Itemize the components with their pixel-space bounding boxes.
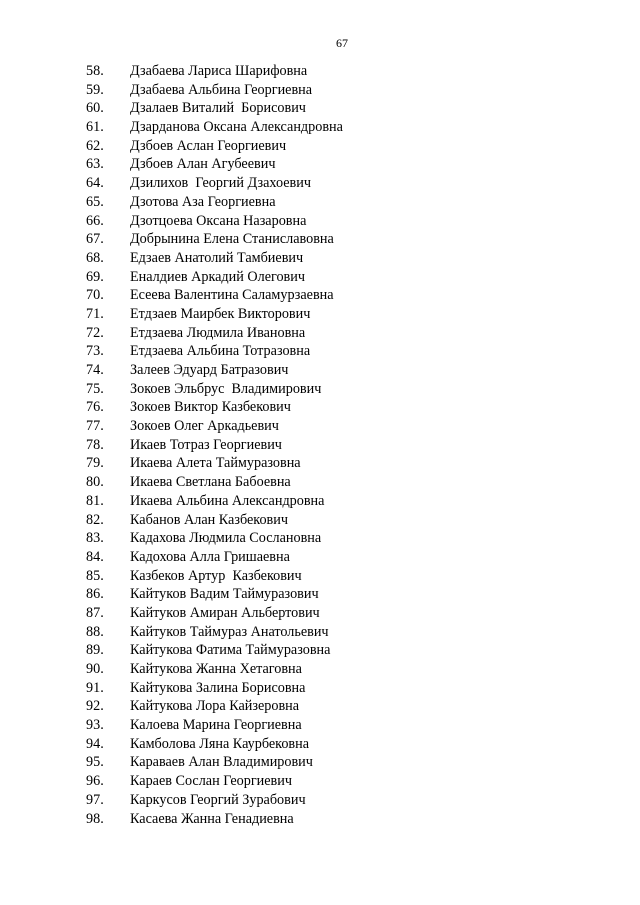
person-name: Зокоев Олег Аркадьевич (130, 418, 279, 435)
list-item (0, 398, 343, 417)
item-number: 88. (86, 623, 104, 640)
person-name: Етдзаев Маирбек Викторович (130, 305, 311, 322)
person-name: Дзалаев Виталий Борисович (130, 100, 306, 117)
item-number: 86. (86, 586, 104, 603)
person-name: Казбеков Артур Казбекович (130, 567, 302, 584)
item-number: 70. (86, 287, 104, 304)
item-number: 92. (86, 698, 104, 715)
person-name: Дзбоев Алан Агубеевич (130, 156, 276, 173)
list-item (0, 155, 343, 174)
list-item (0, 99, 343, 118)
item-number: 75. (86, 380, 104, 397)
person-name: Кайтукова Фатима Таймуразовна (130, 642, 331, 659)
person-name: Едзаев Анатолий Тамбиевич (130, 249, 304, 266)
item-number: 77. (86, 418, 104, 435)
list-item (0, 174, 343, 193)
list-item (0, 137, 343, 156)
item-number: 85. (86, 567, 104, 584)
item-number: 62. (86, 137, 104, 154)
person-name: Икаева Алета Таймуразовна (130, 455, 301, 472)
item-number: 82. (86, 511, 104, 528)
item-number: 61. (86, 119, 104, 136)
item-number: 73. (86, 343, 104, 360)
item-number: 79. (86, 455, 104, 472)
list-item (0, 324, 343, 343)
item-number: 94. (86, 735, 104, 752)
person-name: Зокоев Эльбрус Владимирович (130, 380, 322, 397)
list-item (0, 230, 343, 249)
list-item (0, 436, 343, 455)
list-item (0, 735, 343, 754)
person-name: Еналдиев Аркадий Олегович (130, 268, 305, 285)
list-item (0, 62, 343, 81)
person-name: Кадохова Алла Гришаевна (130, 548, 290, 565)
person-name: Каркусов Георгий Зурабович (130, 791, 306, 808)
person-name: Дзабаева Альбина Георгиевна (130, 81, 313, 98)
item-number: 93. (86, 717, 104, 734)
person-name: Есеева Валентина Саламурзаевна (130, 287, 334, 304)
list-item (0, 193, 343, 212)
person-name: Кайтукова Лора Кайзеровна (130, 698, 300, 715)
person-name: Кайтуков Вадим Таймуразович (130, 586, 319, 603)
item-number: 90. (86, 661, 104, 677)
item-number: 71. (86, 305, 104, 322)
list-item (0, 772, 343, 791)
item-number: 84. (86, 548, 104, 565)
list-item (0, 417, 343, 436)
list-item (0, 492, 343, 511)
item-number: 80. (86, 474, 104, 491)
person-name: Дзарданова Оксана Александровна (130, 119, 343, 136)
list-item (0, 361, 343, 380)
person-name: Етдзаева Людмила Ивановна (130, 324, 306, 341)
item-number: 98. (86, 810, 104, 827)
list-item (0, 697, 343, 716)
list-item (0, 753, 343, 772)
list-item (0, 249, 343, 268)
item-number: 60. (86, 100, 104, 117)
list-item (0, 212, 343, 231)
list-item (0, 529, 343, 548)
list-item (0, 567, 343, 586)
item-number: 64. (86, 175, 104, 192)
person-name: Дзбоев Аслан Георгиевич (130, 137, 287, 154)
item-number: 69. (86, 268, 104, 285)
person-name: Икаева Светлана Бабоевна (130, 474, 291, 491)
person-name: Кайтуков Амиран Альбертович (130, 604, 320, 621)
list-item (0, 660, 343, 679)
list-item (0, 473, 343, 492)
list-item (0, 118, 343, 137)
list-item (0, 641, 343, 660)
item-number: 74. (86, 362, 104, 378)
item-number: 66. (86, 212, 104, 229)
item-number: 72. (86, 324, 104, 341)
item-number: 59. (86, 81, 104, 98)
person-name: Кабанов Алан Казбекович (130, 511, 288, 528)
person-name: Кайтуков Таймураз Анатольевич (130, 623, 329, 640)
list-item (0, 286, 343, 305)
person-name: Кайтукова Залина Борисовна (130, 679, 306, 696)
person-name: Етдзаева Альбина Тотразовна (130, 343, 311, 360)
list-item (0, 342, 343, 361)
item-number: 96. (86, 773, 104, 790)
item-number: 95. (86, 754, 104, 771)
item-number: 83. (86, 530, 104, 547)
list-item (0, 548, 343, 567)
list-item (0, 380, 343, 399)
item-number: 97. (86, 791, 104, 808)
person-name: Кадахова Людмила Сослановна (130, 530, 322, 547)
list-item (0, 454, 343, 473)
page-number: 67 (336, 36, 348, 50)
list-item (0, 511, 343, 530)
person-name: Караев Сослан Георгиевич (130, 773, 292, 790)
name-list (0, 62, 343, 828)
item-number: 67. (86, 231, 104, 248)
person-name: Касаева Жанна Генадиевна (130, 810, 294, 827)
item-number: 81. (86, 492, 104, 509)
list-item (0, 585, 343, 604)
item-number: 91. (86, 679, 104, 696)
item-number: 87. (86, 604, 104, 621)
person-name: Дзабаева Лариса Шарифовна (130, 63, 308, 79)
person-name: Дзотцоева Оксана Назаровна (130, 212, 307, 229)
list-item (0, 81, 343, 100)
person-name: Икаева Альбина Александровна (130, 492, 325, 509)
item-number: 58. (86, 63, 104, 79)
item-number: 65. (86, 193, 104, 210)
item-number: 76. (86, 399, 104, 416)
list-item (0, 679, 343, 698)
person-name: Караваев Алан Владимирович (130, 754, 313, 771)
item-number: 78. (86, 436, 104, 453)
person-name: Камболова Ляна Каурбековна (130, 735, 310, 752)
list-item (0, 623, 343, 642)
person-name: Икаев Тотраз Георгиевич (130, 436, 282, 453)
item-number: 68. (86, 249, 104, 266)
person-name: Зокоев Виктор Казбекович (130, 399, 291, 416)
list-item (0, 305, 343, 324)
person-name: Добрынина Елена Станиславовна (130, 231, 334, 248)
list-item (0, 791, 343, 810)
list-item (0, 716, 343, 735)
list-item (0, 268, 343, 287)
person-name: Дзилихов Георгий Дзахоевич (130, 175, 311, 192)
list-item (0, 810, 343, 829)
person-name: Кайтукова Жанна Хетаговна (130, 661, 302, 677)
item-number: 63. (86, 156, 104, 173)
person-name: Дзотова Аза Георгиевна (130, 193, 276, 210)
item-number: 89. (86, 642, 104, 659)
list-item (0, 604, 343, 623)
person-name: Калоева Марина Георгиевна (130, 717, 302, 734)
person-name: Залеев Эдуард Батразович (130, 362, 289, 378)
